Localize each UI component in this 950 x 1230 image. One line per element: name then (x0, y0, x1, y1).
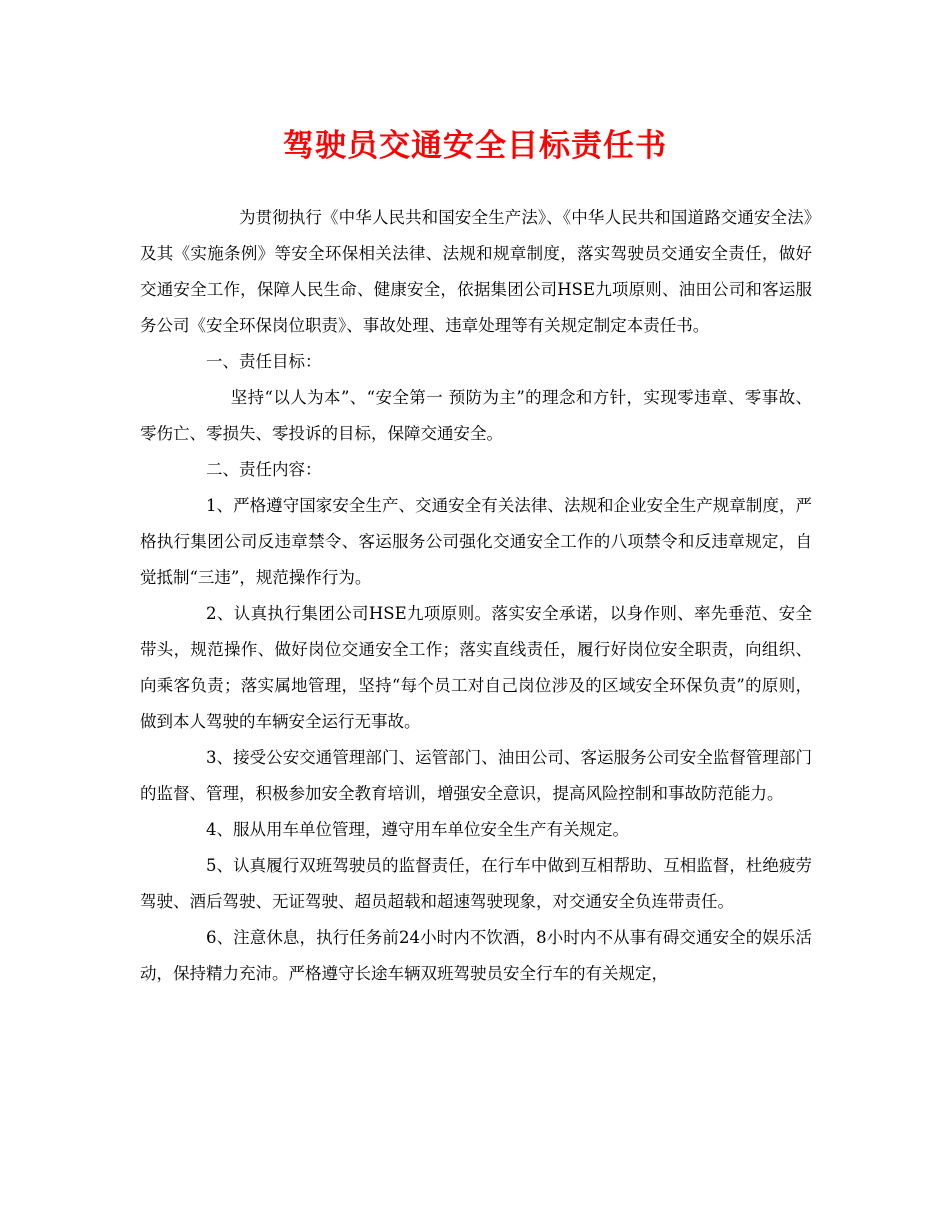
document-body (140, 200, 812, 992)
content-item-4: 4、服从用车单位管理，遵守用车单位安全生产有关规定。 (206, 820, 629, 839)
intro-paragraph: 为贯彻执行《中华人民共和国安全生产法》、《中华人民共和国道路交通安全法》及其《实施条例》等安全环保相关法律、法规和规章制度，落实驾驶员交通安全责任，做好交通安全工作，保障人民生命、健康安全，依据集团公司HSE九项原则、油田公司和客运服务公司《安全环保岗位职责》、事故处理、违章处理等有关规定制定本责任书。 (140, 208, 812, 335)
content-item-6: 6、注意休息，执行任务前24小时内不饮酒，8小时内不从事有碍交通安全的娱乐活动，保持精力充沛。严格遵守长途车辆双班驾驶员安全行车的有关规定， (140, 928, 812, 983)
goal-paragraph: 坚持“以人为本”、“安全第一 预防为主”的理念和方针，实现零违章、零事故、零伤亡、零损失、零投诉的目标，保障交通安全。 (140, 388, 812, 443)
section-heading-goals: 一、责任目标： (206, 352, 322, 371)
document-title: 驾驶员交通安全目标责任书 (283, 128, 667, 164)
content-item-3: 3、接受公安交通管理部门、运管部门、油田公司、客运服务公司安全监督管理部门的监督、管理，积极参加安全教育培训，增强安全意识，提高风险控制和事故防范能力。 (140, 748, 812, 803)
content-item-1: 1、严格遵守国家安全生产、交通安全有关法律、法规和企业安全生产规章制度，严格执行集团公司反违章禁令、客运服务公司强化交通安全工作的八项禁令和反违章规定，自觉抵制“三违”，规范操作行为。 (140, 496, 812, 587)
section-heading-content: 二、责任内容： (206, 460, 322, 479)
content-item-2: 2、认真执行集团公司HSE九项原则。落实安全承诺，以身作则、率先垂范、安全带头，规范操作、做好岗位交通安全工作；落实直线责任，履行好岗位安全职责，向组织、向乘客负责；落实属地管理，坚持“每个员工对自己岗位涉及的区域安全环保负责”的原则，做到本人驾驶的车辆安全运行无事故。 (140, 604, 812, 731)
content-item-5: 5、认真履行双班驾驶员的监督责任，在行车中做到互相帮助、互相监督，杜绝疲劳驾驶、酒后驾驶、无证驾驶、超员超载和超速驾驶现象，对交通安全负连带责任。 (140, 856, 812, 911)
